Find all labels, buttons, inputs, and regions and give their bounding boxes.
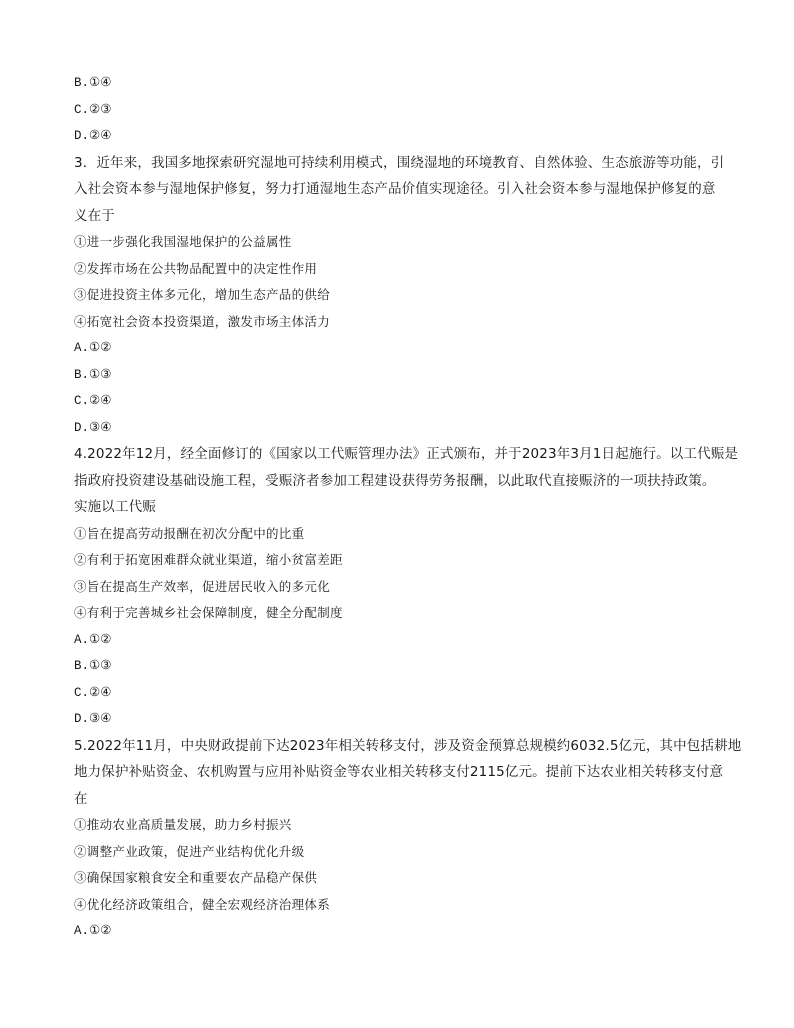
question-stem-line: 义在于 bbox=[74, 207, 115, 224]
option-d: D.③④ bbox=[74, 712, 112, 726]
statement-4: ④拓宽社会资本投资渠道，激发市场主体活力 bbox=[74, 313, 331, 329]
question-stem-line: 5.2022年11月，中央财政提前下达2023年相关转移支付，涉及资金预算总规模约6032.5亿元，其中包括耕地 bbox=[74, 737, 742, 754]
option-d: D.③④ bbox=[74, 420, 112, 435]
statement-1: ①进一步强化我国湿地保护的公益属性 bbox=[74, 234, 292, 249]
statement-3: ③促进投资主体多元化，增加生态产品的供给 bbox=[74, 287, 331, 302]
option-b: B.①③ bbox=[74, 367, 112, 382]
statement-3: ③旨在提高生产效率，促进居民收入的多元化 bbox=[74, 578, 331, 594]
question-2-options bbox=[74, 70, 724, 150]
statement-3: ③确保国家粮食安全和重要农产品稳产保供 bbox=[74, 870, 318, 885]
question-stem-line: 实施以工代赈 bbox=[74, 499, 156, 515]
statement-4: ④有利于完善城乡社会保障制度，健全分配制度 bbox=[74, 605, 343, 620]
statement-2: ②发挥市场在公共物品配置中的决定性作用 bbox=[74, 260, 318, 276]
option-b: B.①③ bbox=[74, 659, 112, 673]
question-stem-line: 入社会资本参与湿地保护修复，努力打通湿地生态产品价值实现途径。引入社会资本参与湿地保护修复的意 bbox=[74, 181, 716, 197]
statement-1: ①推动农业高质量发展，助力乡村振兴 bbox=[74, 817, 292, 832]
option-a: A.①② bbox=[74, 924, 112, 938]
exam-page bbox=[74, 70, 742, 945]
statement-1: ①旨在提高劳动报酬在初次分配中的比重 bbox=[74, 525, 305, 541]
option-d: D.②④ bbox=[74, 129, 112, 143]
question-3 bbox=[74, 150, 724, 442]
question-5 bbox=[74, 733, 742, 945]
question-stem-line: 地力保护补贴资金、农机购置与应用补贴资金等农业相关转移支付2115亿元。提前下达农业相关转移支付意 bbox=[74, 764, 724, 780]
question-4 bbox=[74, 441, 739, 733]
question-stem-line: 在 bbox=[74, 790, 88, 807]
statement-2: ②调整产业政策，促进产业结构优化升级 bbox=[74, 843, 305, 859]
question-stem-line: 3．近年来，我国多地探索研究湿地可持续利用模式，围绕湿地的环境教育、自然体验、生态旅游等功能，引 bbox=[74, 154, 725, 171]
option-c: C.②③ bbox=[74, 102, 112, 117]
option-c: C.②④ bbox=[74, 685, 112, 700]
option-a: A.①② bbox=[74, 341, 112, 355]
question-stem-line: 指政府投资建设基础设施工程，受赈济者参加工程建设获得劳务报酬，以此取代直接赈济的一项扶持政策。 bbox=[74, 472, 716, 489]
statement-4: ④优化经济政策组合，健全宏观经济治理体系 bbox=[74, 896, 331, 912]
question-stem-line: 4.2022年12月，经全面修订的《国家以工代赈管理办法》正式颁布，并于2023年3月1日起施行。以工代赈是 bbox=[74, 446, 739, 462]
statement-2: ②有利于拓宽困难群众就业渠道，缩小贫富差距 bbox=[74, 552, 343, 567]
option-c: C.②④ bbox=[74, 394, 112, 408]
option-a: A.①② bbox=[74, 632, 112, 647]
option-b: B.①④ bbox=[74, 76, 112, 90]
